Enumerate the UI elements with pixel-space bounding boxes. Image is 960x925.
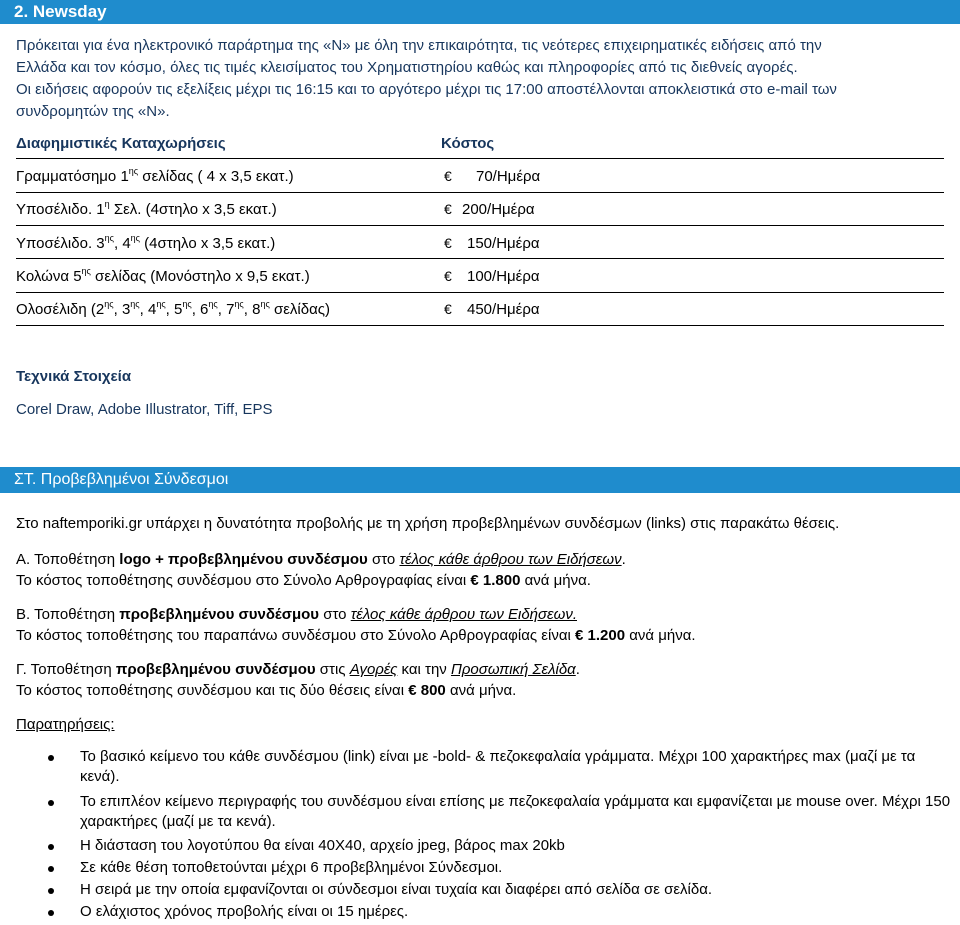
bullet-icon [48,866,54,872]
option-b-line-2: Το κόστος τοποθέτησης του παραπάνω συνδέσμου στο Σύνολο Αρθρογραφίας είναι € 1.200 ανά μήνα. [16,627,696,644]
table-row-price: € 200/Ημέρα [444,201,535,218]
list-item: Η σειρά με την οποία εμφανίζονται οι σύνδεσμοι είναι τυχαία και διαφέρει από σελίδα σε σελίδα. [80,881,713,898]
option-c-line-1: Γ. Τοποθέτηση προβεβλημένου συνδέσμου στις Αγορές και την Προσωπική Σελίδα. [16,661,580,678]
section-st-header: ΣΤ. Προβεβλημένοι Σύνδεσμοι [0,467,960,493]
list-item: Ο ελάχιστος χρόνος προβολής είναι οι 15 ημέρες. [80,903,409,920]
bullet-icon [48,755,54,761]
table-divider [16,292,944,293]
bullet-icon [48,888,54,894]
option-a-line-2: Το κόστος τοποθέτησης συνδέσμου στο Σύνολο Αρθρογραφίας είναι € 1.800 ανά μήνα. [16,572,591,589]
list-item: Σε κάθε θέση τοποθετούνται μέχρι 6 προβεβλημένοι Σύνδεσμοι. [80,859,503,876]
option-c-line-2: Το κόστος τοποθέτησης συνδέσμου και τις δύο θέσεις είναι € 800 ανά μήνα. [16,682,517,699]
intro-line-4: συνδρομητών της «Ν». [16,103,170,120]
table-row-label: Ολοσέλιδη ($2^{\eta\varsigma}$, $3^{\eta\varsigma}$, $4^{\eta\varsigma}$, $5^{\eta\varsigma}$, $6^{\eta\varsigma}$, $7^{\eta\varsigma}$, $8^{\eta\varsigma}$ σελίδας) [16,299,330,318]
bullet-icon [48,844,54,850]
option-b-line-1: Β. Τοποθέτηση προβεβλημένου συνδέσμου στο τέλος κάθε άρθρου των Ειδήσεων. [16,606,577,623]
option-a-line-1: Α. Τοποθέτηση logo + προβεβλημένου συνδέσμου στο τέλος κάθε άρθρου των Ειδήσεων. [16,551,626,568]
table-divider [16,325,944,326]
table-divider [16,192,944,193]
intro-line-2: Ελλάδα και τον κόσμο, όλες τις τιμές κλεισίματος του Χρηματιστηρίου καθώς και πληροφορίες από τις διεθνείς αγορές. [16,59,798,76]
table-row-price: € 450/Ημέρα [444,301,540,318]
table-row-label: Υποσέλιδο. $3^{\eta\varsigma}$, $4^{\eta\varsigma}$ (4στηλο x 3,5 εκατ.) [16,233,276,252]
table-divider [16,158,944,159]
intro-line-3: Οι ειδήσεις αφορούν τις εξελίξεις μέχρι τις 16:15 και το αργότερο μέχρι τις 17:00 αποστέλλονται αποκλειστικά στο e-mail των [16,81,837,98]
tech-specs-title: Τεχνικά Στοιχεία [16,368,132,385]
list-item: Η διάσταση του λογοτύπου θα είναι 40X40, αρχείο jpeg, βάρος max 20kb [80,837,565,854]
table-divider [16,225,944,226]
list-item: Το επιπλέον κείμενο περιγραφής του συνδέσμου είναι επίσης με πεζοκεφαλαία γράμματα και εμφανίζεται με mouse over. Μέχρι 150 χαρακτήρες (μαζί με τα κενά). [80,793,951,830]
table-row-price: € 70/Ημέρα [444,168,541,185]
bullet-icon [48,800,54,806]
table-divider [16,258,944,259]
table-row-price: € 150/Ημέρα [444,235,540,252]
intro-line-1: Πρόκειται για ένα ηλεκτρονικό παράρτημα της «Ν» με όλη την επικαιρότητα, τις νεότερες επιχειρηματικές ειδήσεις από την [16,37,822,54]
table-header-right: Κόστος [441,135,495,152]
table-row-price: € 100/Ημέρα [444,268,540,285]
section-2-header: 2. Newsday [0,0,960,24]
links-intro: Στο naftemporiki.gr υπάρχει η δυνατότητα προβολής με τη χρήση προβεβλημένων συνδέσμων (links) στις παρακάτω θέσεις. [16,515,840,532]
notes-title: Παρατηρήσεις: [16,716,115,733]
table-header-left: Διαφημιστικές Καταχωρήσεις [16,135,226,152]
tech-specs-text: Corel Draw, Adobe Illustrator, Tiff, EPS [16,401,273,418]
list-item: Το βασικό κείμενο του κάθε συνδέσμου (link) είναι με -bold- & πεζοκεφαλαία γράμματα. Μέχρι 100 χαρακτήρες max (μαζί με τα κενά). [80,748,916,785]
bullet-icon [48,910,54,916]
table-row-label: Υποσέλιδο. $1^\eta$ Σελ. (4στηλο x 3,5 εκατ.) [16,199,277,218]
table-row-label: Γραμματόσημο $1^{\eta\varsigma}$ σελίδας ( 4 x 3,5 εκατ.) [16,166,294,185]
table-row-label: Κολώνα $5^{\eta\varsigma}$ σελίδας (Μονόστηλο x 9,5 εκατ.) [16,266,310,285]
